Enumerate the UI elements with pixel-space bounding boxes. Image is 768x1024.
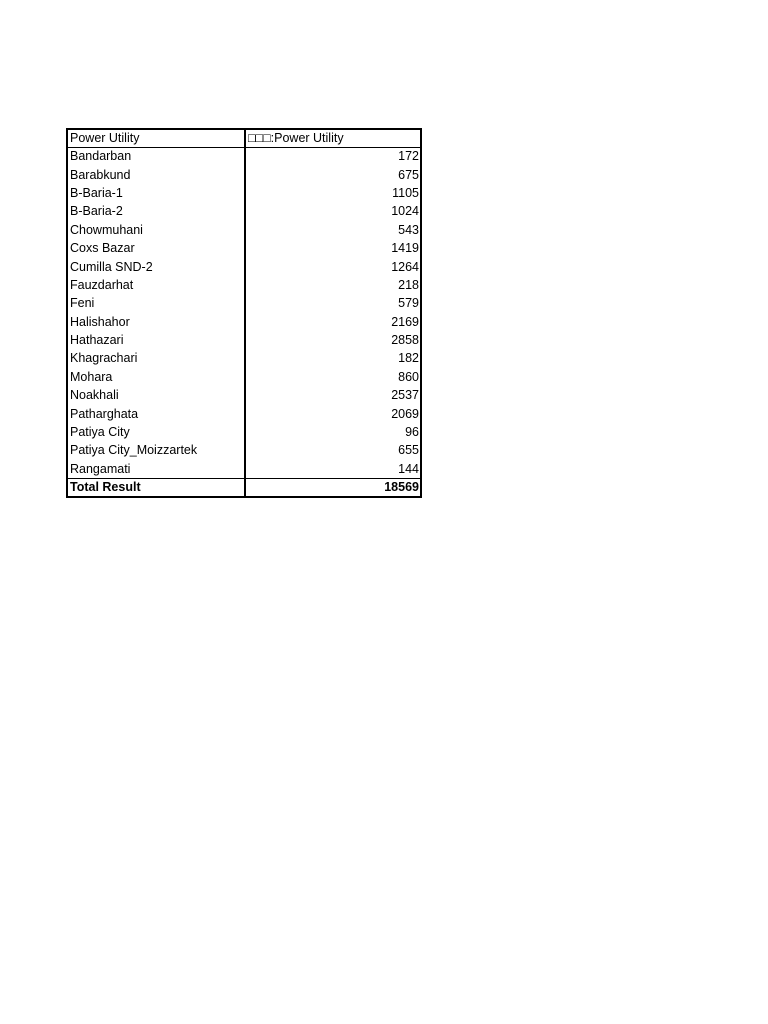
row-value-cell[interactable]: 96 [405, 425, 419, 440]
row-value-cell[interactable]: 172 [398, 149, 419, 164]
table-row [67, 387, 421, 405]
pivot-header-row [67, 129, 421, 148]
row-label-cell[interactable]: Chowmuhani [67, 221, 245, 239]
table-row [67, 405, 421, 423]
row-label-cell[interactable]: Coxs Bazar [67, 239, 245, 257]
row-label-cell[interactable]: Fauzdarhat [67, 276, 245, 294]
row-label-cell[interactable]: Feni [67, 295, 245, 313]
row-label-cell[interactable]: Cumilla SND-2 [67, 258, 245, 276]
row-label-cell[interactable]: Mohara [67, 368, 245, 386]
row-label-cell[interactable]: Barabkund [67, 166, 245, 184]
row-label-cell[interactable]: Patharghata [67, 405, 245, 423]
table-row [67, 331, 421, 349]
table-row [67, 350, 421, 368]
row-label-cell[interactable]: Noakhali [67, 387, 245, 405]
table-row [67, 239, 421, 257]
pivot-table [66, 128, 422, 498]
table-row [67, 258, 421, 276]
row-label-cell[interactable]: B-Baria-1 [67, 184, 245, 202]
row-value-cell[interactable]: 655 [398, 443, 419, 458]
row-label-cell[interactable]: Patiya City_Moizzartek [67, 442, 245, 460]
row-label-cell[interactable]: Hathazari [67, 331, 245, 349]
table-row [67, 148, 421, 166]
spreadsheet-page [66, 128, 422, 498]
table-row [67, 184, 421, 202]
row-label-cell[interactable]: B-Baria-2 [67, 203, 245, 221]
total-label[interactable]: Total Result [67, 479, 245, 498]
row-value-cell[interactable]: 1419 [391, 241, 419, 256]
row-value-cell[interactable]: 2169 [391, 314, 419, 329]
row-value-cell[interactable]: 144 [398, 461, 419, 476]
row-value-cell[interactable]: 218 [398, 277, 419, 292]
table-row [67, 295, 421, 313]
row-value-cell[interactable]: 860 [398, 369, 419, 384]
row-label-cell[interactable]: Bandarban [67, 148, 245, 166]
row-value-cell[interactable]: 2069 [391, 406, 419, 421]
row-value-cell[interactable]: 543 [398, 222, 419, 237]
table-row [67, 203, 421, 221]
table-row [67, 166, 421, 184]
row-value-cell[interactable]: 2858 [391, 333, 419, 348]
table-row [67, 313, 421, 331]
table-row [67, 423, 421, 441]
row-value-cell[interactable]: 182 [398, 351, 419, 366]
row-value-cell[interactable]: 2537 [391, 388, 419, 403]
row-value-cell[interactable]: 675 [398, 167, 419, 182]
header-value-label[interactable]: □□□:Power Utility [245, 129, 421, 148]
row-label-cell[interactable]: Patiya City [67, 423, 245, 441]
row-value-cell[interactable]: 1264 [391, 259, 419, 274]
table-row [67, 221, 421, 239]
row-label-cell[interactable]: Khagrachari [67, 350, 245, 368]
row-value-cell[interactable]: 1024 [391, 204, 419, 219]
table-row [67, 460, 421, 478]
total-value[interactable]: 18569 [245, 479, 421, 498]
table-row [67, 276, 421, 294]
row-label-cell[interactable]: Halishahor [67, 313, 245, 331]
table-row [67, 368, 421, 386]
row-value-cell[interactable]: 1105 [392, 185, 419, 200]
row-value-cell[interactable]: 579 [398, 296, 419, 311]
pivot-table-body [67, 129, 421, 497]
pivot-total-row [67, 479, 421, 498]
table-row [67, 442, 421, 460]
header-row-label[interactable]: Power Utility [67, 129, 245, 148]
row-label-cell[interactable]: Rangamati [67, 460, 245, 478]
